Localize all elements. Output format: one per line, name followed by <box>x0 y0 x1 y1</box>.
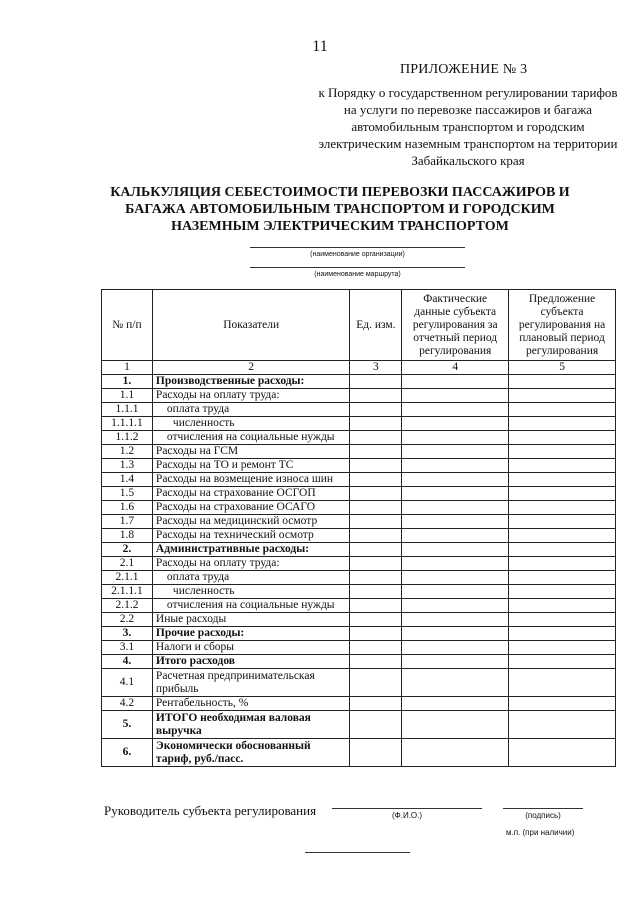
unit-cell[interactable] <box>350 529 402 543</box>
unit-cell[interactable] <box>350 501 402 515</box>
proposal-cell[interactable] <box>509 557 616 571</box>
row-label: Расходы на ТО и ремонт ТС <box>152 459 350 473</box>
row-number: 2.1.2 <box>102 599 153 613</box>
route-field[interactable] <box>250 267 465 279</box>
row-label: Иные расходы <box>152 613 350 627</box>
stamp-caption: м.п. (при наличии) <box>506 828 575 837</box>
unit-cell[interactable] <box>350 655 402 669</box>
unit-cell[interactable] <box>350 585 402 599</box>
proposal-cell[interactable] <box>509 515 616 529</box>
route-caption: (наименование маршрута) <box>314 271 401 278</box>
proposal-cell[interactable] <box>509 571 616 585</box>
table-row <box>102 459 616 473</box>
header-unit: Ед. изм. <box>350 290 402 361</box>
table-row <box>102 627 616 641</box>
column-number: 1 <box>102 361 153 375</box>
unit-cell[interactable] <box>350 557 402 571</box>
actual-cell[interactable] <box>402 501 509 515</box>
signature-caption: (подпись) <box>525 811 561 820</box>
row-number: 2.1.1 <box>102 571 153 585</box>
header-num: № п/п <box>102 290 153 361</box>
actual-cell[interactable] <box>402 655 509 669</box>
table-row <box>102 501 616 515</box>
table-row <box>102 487 616 501</box>
proposal-cell[interactable] <box>509 627 616 641</box>
row-number: 3.1 <box>102 641 153 655</box>
actual-cell[interactable] <box>402 585 509 599</box>
fio-field[interactable] <box>332 808 482 820</box>
column-number: 5 <box>509 361 616 375</box>
table-row <box>102 571 616 585</box>
actual-cell[interactable] <box>402 473 509 487</box>
proposal-cell[interactable] <box>509 613 616 627</box>
unit-cell[interactable] <box>350 375 402 389</box>
table-header-row <box>102 290 616 361</box>
table-row <box>102 655 616 669</box>
row-label: численность <box>152 417 350 431</box>
organization-line <box>250 247 465 248</box>
row-label: Прочие расходы: <box>152 627 350 641</box>
actual-cell[interactable] <box>402 711 509 739</box>
row-label: Расходы на технический осмотр <box>152 529 350 543</box>
table-row <box>102 543 616 557</box>
row-number: 1.8 <box>102 529 153 543</box>
row-label: Экономически обоснованный тариф, руб./пасс. <box>152 739 350 767</box>
unit-cell[interactable] <box>350 669 402 697</box>
proposal-cell[interactable] <box>509 543 616 557</box>
unit-cell[interactable] <box>350 459 402 473</box>
row-number: 1.5 <box>102 487 153 501</box>
table-row <box>102 711 616 739</box>
appendix-title: ПРИЛОЖЕНИЕ № 3 <box>400 62 528 77</box>
proposal-cell[interactable] <box>509 473 616 487</box>
row-label: оплата труда <box>152 403 350 417</box>
actual-cell[interactable] <box>402 375 509 389</box>
column-number: 3 <box>350 361 402 375</box>
unit-cell[interactable] <box>350 417 402 431</box>
column-numbers-row <box>102 361 616 375</box>
proposal-cell[interactable] <box>509 599 616 613</box>
row-label: Расходы на ГСМ <box>152 445 350 459</box>
signature-field[interactable] <box>503 808 583 820</box>
actual-cell[interactable] <box>402 599 509 613</box>
row-label: оплата труда <box>152 571 350 585</box>
row-number: 4.2 <box>102 697 153 711</box>
row-label: Рентабельность, % <box>152 697 350 711</box>
calculation-table <box>101 289 616 767</box>
unit-cell[interactable] <box>350 739 402 767</box>
proposal-cell[interactable] <box>509 501 616 515</box>
actual-cell[interactable] <box>402 697 509 711</box>
row-label: Расходы на возмещение износа шин <box>152 473 350 487</box>
proposal-cell[interactable] <box>509 669 616 697</box>
table-row <box>102 613 616 627</box>
proposal-cell[interactable] <box>509 529 616 543</box>
row-number: 1.1.1 <box>102 403 153 417</box>
row-number: 6. <box>102 739 153 767</box>
column-number: 4 <box>402 361 509 375</box>
actual-cell[interactable] <box>402 557 509 571</box>
row-number: 2.1 <box>102 557 153 571</box>
unit-cell[interactable] <box>350 445 402 459</box>
row-number: 1.1 <box>102 389 153 403</box>
actual-cell[interactable] <box>402 515 509 529</box>
actual-cell[interactable] <box>402 529 509 543</box>
unit-cell[interactable] <box>350 627 402 641</box>
row-label: Расходы на страхование ОСГОП <box>152 487 350 501</box>
row-number: 4. <box>102 655 153 669</box>
row-number: 1.6 <box>102 501 153 515</box>
table-row <box>102 403 616 417</box>
unit-cell[interactable] <box>350 697 402 711</box>
table-row <box>102 431 616 445</box>
appendix-description: к Порядку о государственном регулировании тарифов на услуги по перевозке пассажиров и багажа автомобильным транспортом и городским электрическим наземным транспортом на территории Забайкальского края <box>318 85 618 168</box>
unit-cell[interactable] <box>350 599 402 613</box>
table-row <box>102 473 616 487</box>
proposal-cell[interactable] <box>509 585 616 599</box>
table-row <box>102 697 616 711</box>
unit-cell[interactable] <box>350 641 402 655</box>
table-row <box>102 389 616 403</box>
row-label: Итого расходов <box>152 655 350 669</box>
row-number: 2. <box>102 543 153 557</box>
row-number: 1.3 <box>102 459 153 473</box>
actual-cell[interactable] <box>402 487 509 501</box>
unit-cell[interactable] <box>350 403 402 417</box>
actual-cell[interactable] <box>402 571 509 585</box>
proposal-cell[interactable] <box>509 739 616 767</box>
row-number: 5. <box>102 711 153 739</box>
fio-caption: (Ф.И.О.) <box>391 811 423 820</box>
row-label: Производственные расходы: <box>152 375 350 389</box>
signature-line <box>503 808 583 809</box>
actual-cell[interactable] <box>402 417 509 431</box>
row-number: 1.2 <box>102 445 153 459</box>
proposal-cell[interactable] <box>509 389 616 403</box>
table-row <box>102 641 616 655</box>
signature-label: Руководитель субъекта регулирования <box>104 803 317 818</box>
table-row <box>102 375 616 389</box>
row-number: 3. <box>102 627 153 641</box>
proposal-cell[interactable] <box>509 655 616 669</box>
fio-line <box>332 808 482 809</box>
actual-cell[interactable] <box>402 431 509 445</box>
actual-cell[interactable] <box>402 641 509 655</box>
row-label: Расчетная предпринимательская прибыль <box>152 669 350 697</box>
header-proposal: Предложение субъекта регулирования на плановый период регулирования <box>509 290 616 361</box>
table-row <box>102 515 616 529</box>
actual-cell[interactable] <box>402 543 509 557</box>
unit-cell[interactable] <box>350 571 402 585</box>
row-label: отчисления на социальные нужды <box>152 431 350 445</box>
proposal-cell[interactable] <box>509 375 616 389</box>
unit-cell[interactable] <box>350 543 402 557</box>
proposal-cell[interactable] <box>509 417 616 431</box>
actual-cell[interactable] <box>402 389 509 403</box>
document-title: КАЛЬКУЛЯЦИЯ СЕБЕСТОИМОСТИ ПЕРЕВОЗКИ ПАССАЖИРОВ И БАГАЖА АВТОМОБИЛЬНЫМ ТРАНСПОРТОМ И ГОРОДСКИМ НАЗЕМНЫМ ЭЛЕКТРИЧЕСКИМ ТРАНСПОРТОМ <box>110 185 570 234</box>
unit-cell[interactable] <box>350 473 402 487</box>
proposal-cell[interactable] <box>509 445 616 459</box>
column-number: 2 <box>152 361 350 375</box>
header-actual: Фактические данные субъекта регулирования за отчетный период регулирования <box>402 290 509 361</box>
organization-field[interactable] <box>250 247 465 259</box>
proposal-cell[interactable] <box>509 459 616 473</box>
table-row <box>102 445 616 459</box>
table-row <box>102 417 616 431</box>
table-row <box>102 669 616 697</box>
proposal-cell[interactable] <box>509 487 616 501</box>
row-number: 1.1.1.1 <box>102 417 153 431</box>
actual-cell[interactable] <box>402 739 509 767</box>
proposal-cell[interactable] <box>509 641 616 655</box>
row-number: 2.1.1.1 <box>102 585 153 599</box>
row-number: 1. <box>102 375 153 389</box>
unit-cell[interactable] <box>350 389 402 403</box>
unit-cell[interactable] <box>350 431 402 445</box>
row-number: 1.7 <box>102 515 153 529</box>
table-row <box>102 529 616 543</box>
actual-cell[interactable] <box>402 613 509 627</box>
bottom-line <box>305 852 410 853</box>
unit-cell[interactable] <box>350 711 402 739</box>
unit-cell[interactable] <box>350 515 402 529</box>
row-number: 2.2 <box>102 613 153 627</box>
header-indicators: Показатели <box>152 290 350 361</box>
unit-cell[interactable] <box>350 487 402 501</box>
proposal-cell[interactable] <box>509 431 616 445</box>
table-row <box>102 585 616 599</box>
row-label: ИТОГО необходимая валовая выручка <box>152 711 350 739</box>
proposal-cell[interactable] <box>509 697 616 711</box>
row-number: 1.4 <box>102 473 153 487</box>
row-label: численность <box>152 585 350 599</box>
proposal-cell[interactable] <box>509 403 616 417</box>
route-line <box>250 267 465 268</box>
row-label: Расходы на страхование ОСАГО <box>152 501 350 515</box>
row-label: отчисления на социальные нужды <box>152 599 350 613</box>
page-number: 11 <box>312 38 328 55</box>
actual-cell[interactable] <box>402 627 509 641</box>
organization-caption: (наименование организации) <box>310 251 405 258</box>
unit-cell[interactable] <box>350 613 402 627</box>
table-row <box>102 739 616 767</box>
proposal-cell[interactable] <box>509 711 616 739</box>
table-row <box>102 599 616 613</box>
row-number: 4.1 <box>102 669 153 697</box>
row-number: 1.1.2 <box>102 431 153 445</box>
row-label: Налоги и сборы <box>152 641 350 655</box>
actual-cell[interactable] <box>402 403 509 417</box>
actual-cell[interactable] <box>402 445 509 459</box>
row-label: Административные расходы: <box>152 543 350 557</box>
row-label: Расходы на оплату труда: <box>152 389 350 403</box>
table-row <box>102 557 616 571</box>
row-label: Расходы на оплату труда: <box>152 557 350 571</box>
row-label: Расходы на медицинский осмотр <box>152 515 350 529</box>
actual-cell[interactable] <box>402 459 509 473</box>
actual-cell[interactable] <box>402 669 509 697</box>
